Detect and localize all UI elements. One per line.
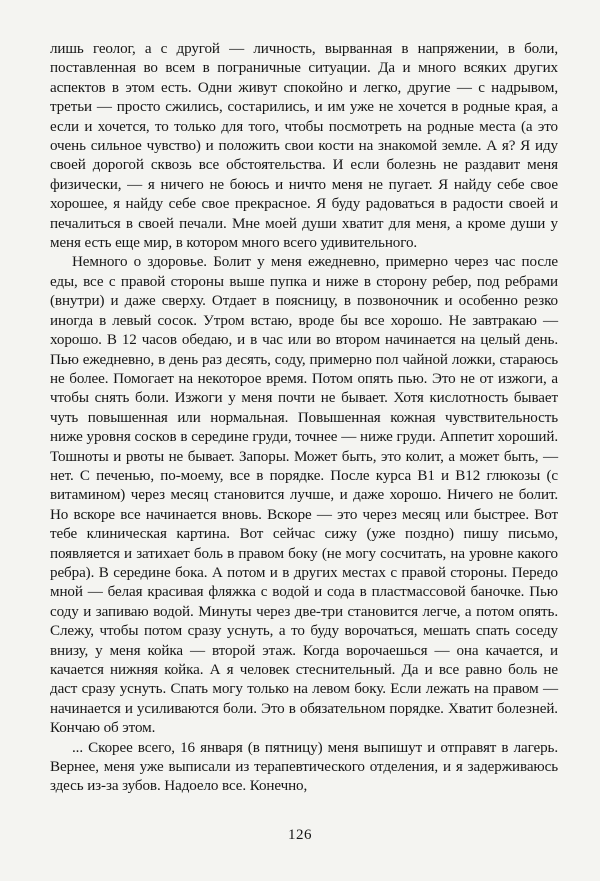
paragraph: ... Скорее всего, 16 января (в пятницу) меня выпишут и отправят в лагерь. Вернее, меня уже выписали из терапевтического отделения, и я задерживаюсь здесь из-за зубов. Надоело все. Конечно, — [50, 739, 558, 795]
page-number: 126 — [288, 827, 312, 843]
page-body-text — [50, 40, 558, 797]
paragraph: лишь геолог, а с другой — личность, вырванная в напряжении, в боли, поставленная во всем в пограничные ситуации. Да и много всяких других аспектов в этом есть. Одни живут спокойно и легко, другие — с надрывом, третьи — просто сжились, состарились, и им уже не хочется в родные края, а если и хочется, то только для того, чтобы посмотреть на родные места (а это очень сильное чувство) и положить свои кости на знакомой земле. А я? Я иду своей дорогой сквозь все обстоятельства. И если болезнь не раздавит меня физически, — я ничего не боюсь и ничто меня не пугает. Я найду себе свое хорошее, я найду себе свое прекрасное. Я буду радоваться в радости своей и печалиться в своей печали. Мне моей души хватит для меня, а кроме души у меня есть еще мир, в котором много всего удивительного. — [50, 41, 558, 252]
paragraph: Немного о здоровье. Болит у меня ежедневно, примерно через час после еды, все с правой стороны выше пупка и ниже в сторону ребер, под ребрами (внутри) и даже сверху. Отдает в поясницу, в позвоночник и особенно резко иногда в левый сосок. Утром встаю, вроде бы все хорошо. Не завтракаю — хорошо. В 12 часов обедаю, и в час или во втором начинается на целый день. Пью ежедневно, в день раз десять, соду, примерно пол чайной ложки, стараюсь не более. Помогает на некоторое время. Потом опять пью. Это не от изжоги, а чтобы снять боли. Изжоги у меня почти не бывает. Хотя кислотность бывает чуть повышенная или нормальная. Повышенная кожная чувствительность ниже уровня сосков в середине груди, точнее — ниже груди. Аппетит хороший. Тошноты и рвоты не бывает. Запоры. Может быть, это колит, а может быть, — нет. С печенью, по-моему, все в порядке. После курса В1 и В12 глюкозы (с витамином) через месяц становится лучше, и даже хорошо. Ничего не болит. Но вскоре все начинается вновь. Вскоре — это через месяц или быстрее. Вот тебе клиническая картина. Вот сейчас сижу (уже поздно) пишу письмо, появляется и затихает боль в правом боку (не могу сосчитать, на уровне какого ребра). В середине бока. А потом и в других местах с правой стороны. Передо мной — белая красивая фляжка с водой и сода в пластмассовой баночке. Пью соду и запиваю водой. Минуты через две-три становится легче, а потом опять. Слежу, чтобы потом сразу уснуть, а то буду ворочаться, мешать спать соседу внизу, у меня койка — второй этаж. Когда ворочаешься — она качается, и качается нижняя койка. А я человек стеснительный. Да и все равно боль не даст сразу уснуть. Спать могу только на левом боку. Если лежать на правом — начинается и усиливаются боли. Это в обязательном порядке. Хватит болезней. Кончаю об этом. — [50, 254, 558, 737]
